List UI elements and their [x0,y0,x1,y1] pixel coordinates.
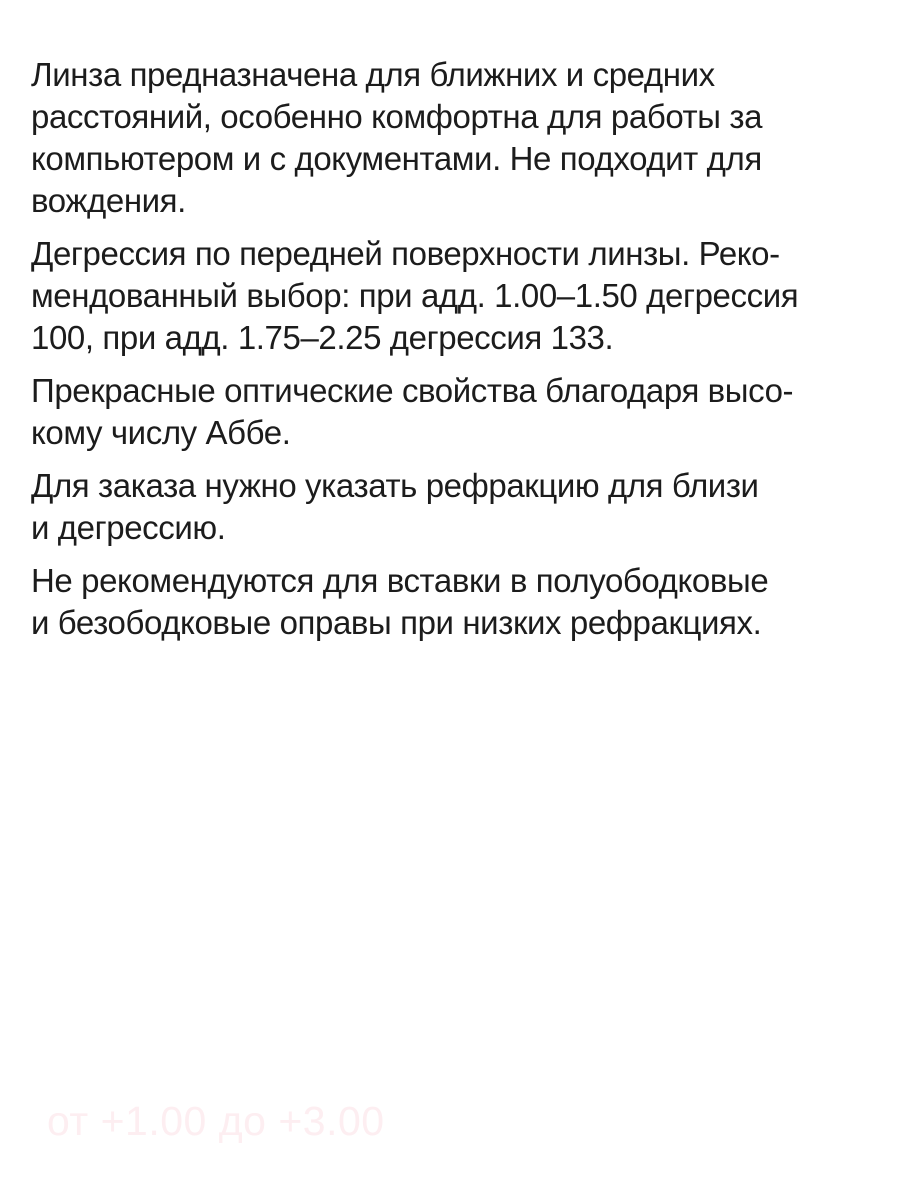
text-line: Для заказа нужно указать рефракцию для близи [31,467,759,504]
text-line: кому числу Аббе. [31,414,291,451]
text-line: компьютером и с документами. Не подходит для [31,140,762,177]
description-paragraph-optics [31,370,881,454]
description-paragraph-frames-warning [31,560,881,644]
text-line: Линза предназначена для ближних и средних [31,56,715,93]
description-paragraph-purpose [31,54,881,222]
text-line: 100, при адд. 1.75–2.25 дегрессия 133. [31,319,614,356]
text-line: расстояний, особенно комфортна для работы за [31,98,763,135]
lens-description-text [31,54,881,655]
text-line: Прекрасные оптические свойства благодаря высо- [31,372,794,409]
text-line: и безободковые оправы при низких рефракциях. [31,604,762,641]
text-line: и дегрессию. [31,509,226,546]
text-line: Не рекомендуются для вставки в полуободковые [31,562,769,599]
text-line: вождения. [31,182,186,219]
watermark-refraction-range: от +1.00 до +3.00 [47,1098,385,1144]
description-paragraph-ordering [31,465,881,549]
text-line: мендованный выбор: при адд. 1.00–1.50 дегрессия [31,277,799,314]
description-paragraph-degression [31,233,881,359]
text-line: Дегрессия по передней поверхности линзы. Реко- [31,235,780,272]
